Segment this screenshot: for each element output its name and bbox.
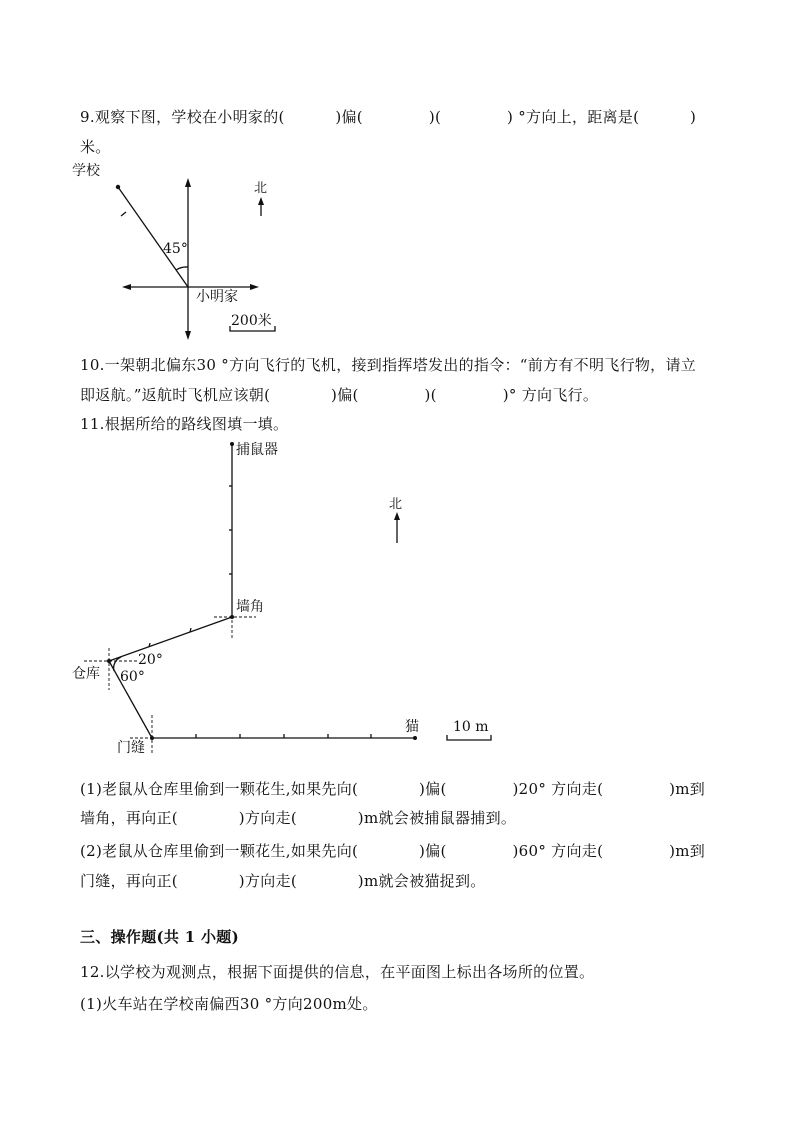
fig11-warehouse-label: 仓库 xyxy=(72,666,100,682)
fig9-up-arrowhead xyxy=(185,178,191,187)
q12-line2: (1)火车站在学校南偏西30 °方向200m处。 xyxy=(80,995,378,1013)
fig11-warehouse-dot xyxy=(107,659,111,663)
fig11-angle60-label: 60° xyxy=(120,669,145,685)
fig11-north-label: 北 xyxy=(389,497,403,512)
fig11-cat-dot xyxy=(413,736,417,740)
fig11-trap-label: 捕鼠器 xyxy=(236,442,278,458)
q9-line2: 米。 xyxy=(80,138,111,156)
fig9-school-line xyxy=(118,187,188,287)
fig9-north-arrowhead xyxy=(258,197,264,205)
fig9-down-arrowhead xyxy=(185,331,191,340)
fig9-scale-label: 200米 xyxy=(231,313,272,329)
q11-1-line1: (1)老鼠从仓库里偷到一颗花生,如果先向( )偏( )20° 方向走( )m到 xyxy=(80,780,706,798)
fig11-corner-dot xyxy=(230,615,234,619)
fig9-north-label: 北 xyxy=(254,181,268,196)
fig9-left-arrowhead xyxy=(122,284,131,290)
fig9-school-label: 学校 xyxy=(72,163,100,179)
fig11-angle20-label: 20° xyxy=(138,652,163,668)
q11-2-line2: 门缝，再向正( )方向走( )m就会被猫捉到。 xyxy=(80,872,486,890)
fig11-trap-dot xyxy=(230,442,234,446)
q12-line1: 12.以学校为观测点，根据下面提供的信息，在平面图上标出各场所的位置。 xyxy=(80,963,595,981)
fig9-right-arrowhead xyxy=(250,284,259,290)
q10-line1: 10.一架朝北偏东30 °方向飞行的飞机，接到指挥塔发出的指令：“前方有不明飞行物，请立 xyxy=(80,356,697,374)
q9-line1: 9.观察下图，学校在小明家的( )偏( )( ) °方向上，距离是( ) xyxy=(80,108,697,126)
q11-2-line1: (2)老鼠从仓库里偷到一颗花生,如果先向( )偏( )60° 方向走( )m到 xyxy=(80,842,706,860)
fig11-north-arrowhead xyxy=(394,512,400,520)
fig9-angle-label: 45° xyxy=(163,241,188,257)
fig11-corner-path xyxy=(109,617,232,661)
fig11-scale-bar xyxy=(447,735,491,740)
fig11-scale-label: 10 m xyxy=(453,719,489,735)
q11-title: 11.根据所给的路线图填一填。 xyxy=(80,415,289,433)
fig9-tick xyxy=(121,212,126,216)
fig9-angle-arc xyxy=(176,267,188,270)
fig9-school-dot xyxy=(116,185,120,189)
fig11-cat-label: 猫 xyxy=(405,719,419,735)
fig11-door-dot xyxy=(150,736,154,740)
fig9-home-label: 小明家 xyxy=(196,289,238,305)
q10-line2: 即返航。”返航时飞机应该朝( )偏( )( )° 方向飞行。 xyxy=(80,386,599,404)
fig11-corner-label: 墙角 xyxy=(236,599,264,615)
q11-1-line2: 墙角，再向正( )方向走( )m就会被捕鼠器捕到。 xyxy=(80,809,517,827)
section3-title: 三、操作题(共 1 小题) xyxy=(80,928,239,946)
fig11-door-label: 门缝 xyxy=(117,740,145,756)
